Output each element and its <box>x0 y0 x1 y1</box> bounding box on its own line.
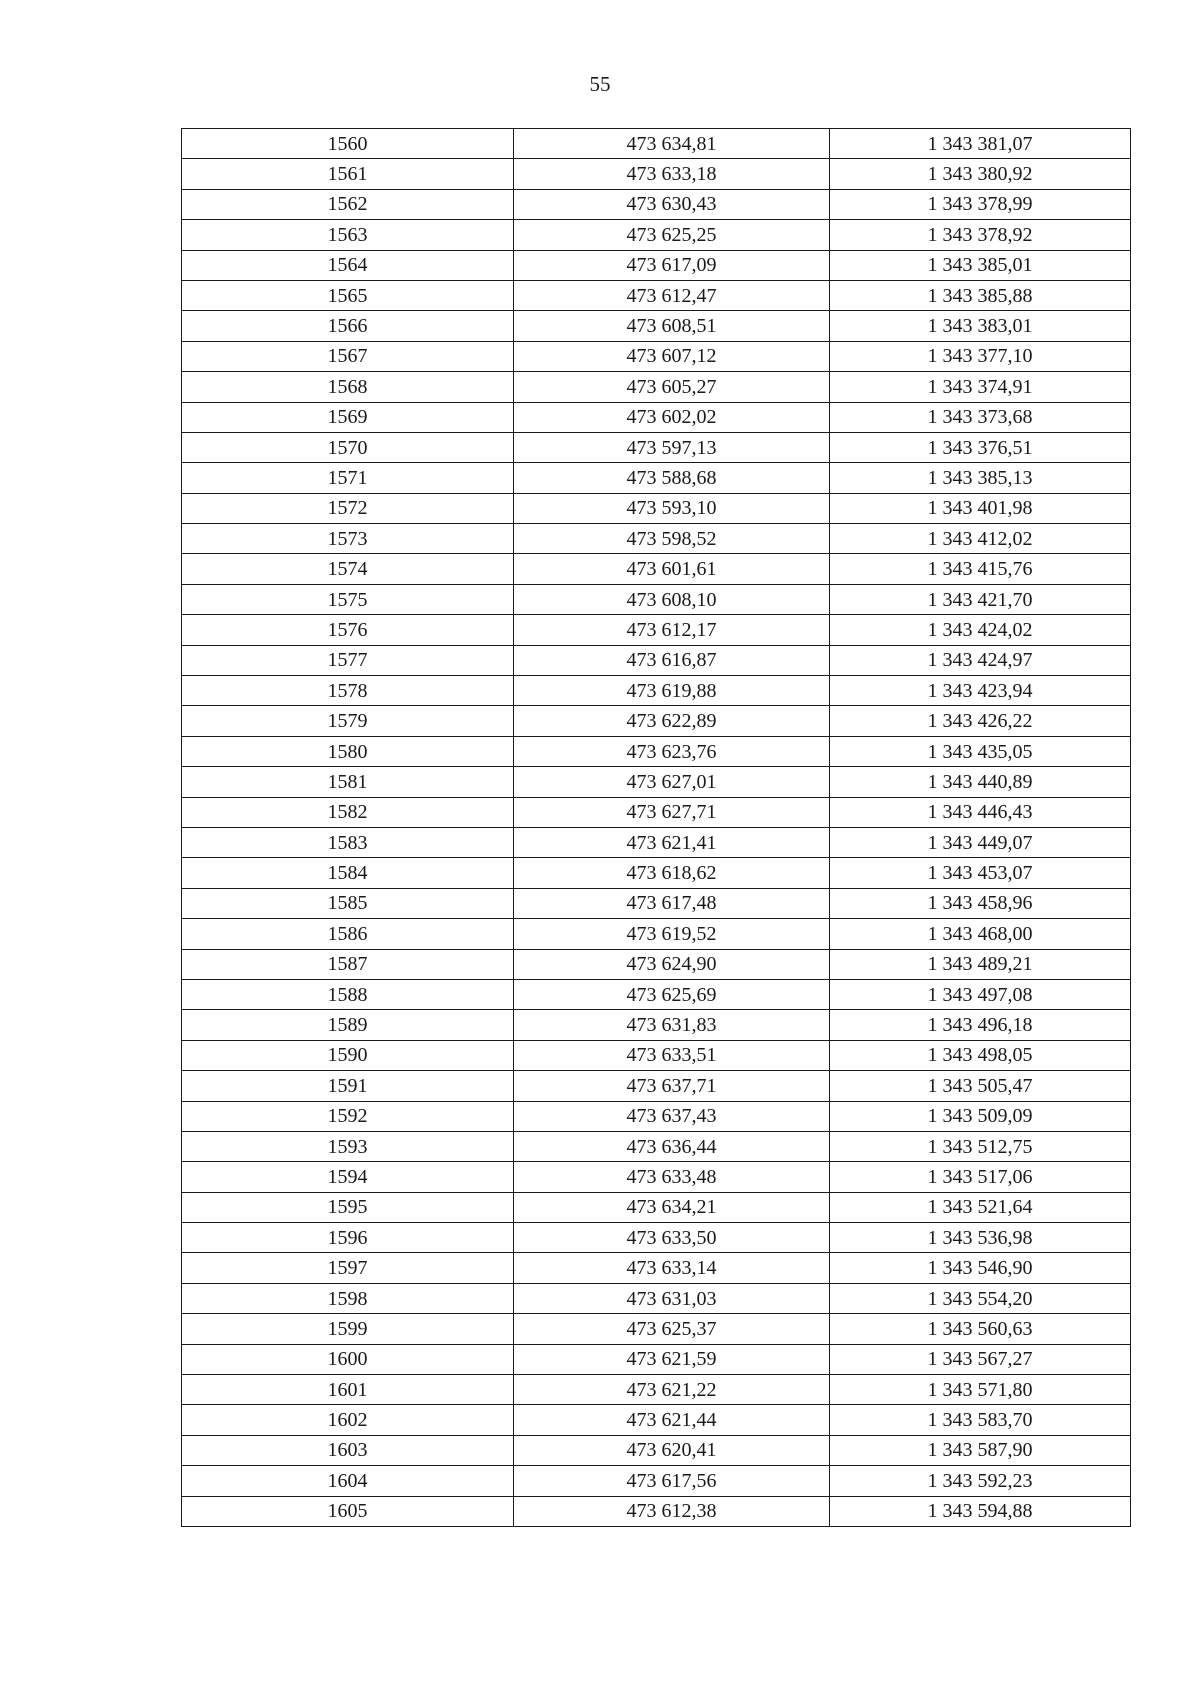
y-coordinate-cell: 1 343 560,63 <box>830 1314 1131 1344</box>
table-row <box>182 584 1131 614</box>
table-row <box>182 827 1131 857</box>
point-number-cell: 1597 <box>182 1253 514 1283</box>
y-coordinate-cell: 1 343 583,70 <box>830 1405 1131 1435</box>
x-coordinate-cell: 473 627,71 <box>514 797 830 827</box>
y-coordinate-cell: 1 343 424,02 <box>830 615 1131 645</box>
table-row <box>182 189 1131 219</box>
table-row <box>182 1496 1131 1526</box>
x-coordinate-cell: 473 607,12 <box>514 341 830 371</box>
point-number-cell: 1580 <box>182 736 514 766</box>
point-number-cell: 1596 <box>182 1223 514 1253</box>
x-coordinate-cell: 473 601,61 <box>514 554 830 584</box>
y-coordinate-cell: 1 343 498,05 <box>830 1040 1131 1070</box>
y-coordinate-cell: 1 343 385,88 <box>830 280 1131 310</box>
table-row <box>182 1101 1131 1131</box>
y-coordinate-cell: 1 343 496,18 <box>830 1010 1131 1040</box>
x-coordinate-cell: 473 598,52 <box>514 524 830 554</box>
table-row <box>182 676 1131 706</box>
x-coordinate-cell: 473 620,41 <box>514 1435 830 1465</box>
y-coordinate-cell: 1 343 374,91 <box>830 372 1131 402</box>
x-coordinate-cell: 473 633,48 <box>514 1162 830 1192</box>
y-coordinate-cell: 1 343 449,07 <box>830 827 1131 857</box>
y-coordinate-cell: 1 343 377,10 <box>830 341 1131 371</box>
y-coordinate-cell: 1 343 373,68 <box>830 402 1131 432</box>
table-row <box>182 1405 1131 1435</box>
x-coordinate-cell: 473 621,41 <box>514 827 830 857</box>
point-number-cell: 1579 <box>182 706 514 736</box>
y-coordinate-cell: 1 343 446,43 <box>830 797 1131 827</box>
coordinates-table <box>181 128 1131 1527</box>
x-coordinate-cell: 473 616,87 <box>514 645 830 675</box>
table-row <box>182 1283 1131 1313</box>
table-row <box>182 372 1131 402</box>
x-coordinate-cell: 473 619,52 <box>514 919 830 949</box>
y-coordinate-cell: 1 343 587,90 <box>830 1435 1131 1465</box>
point-number-cell: 1591 <box>182 1071 514 1101</box>
y-coordinate-cell: 1 343 517,06 <box>830 1162 1131 1192</box>
point-number-cell: 1593 <box>182 1131 514 1161</box>
y-coordinate-cell: 1 343 376,51 <box>830 432 1131 462</box>
y-coordinate-cell: 1 343 381,07 <box>830 129 1131 159</box>
y-coordinate-cell: 1 343 505,47 <box>830 1071 1131 1101</box>
y-coordinate-cell: 1 343 378,92 <box>830 220 1131 250</box>
point-number-cell: 1601 <box>182 1375 514 1405</box>
y-coordinate-cell: 1 343 521,64 <box>830 1192 1131 1222</box>
x-coordinate-cell: 473 631,03 <box>514 1283 830 1313</box>
x-coordinate-cell: 473 627,01 <box>514 767 830 797</box>
table-row <box>182 1253 1131 1283</box>
x-coordinate-cell: 473 621,59 <box>514 1344 830 1374</box>
point-number-cell: 1568 <box>182 372 514 402</box>
y-coordinate-cell: 1 343 415,76 <box>830 554 1131 584</box>
table-row <box>182 1314 1131 1344</box>
y-coordinate-cell: 1 343 509,09 <box>830 1101 1131 1131</box>
y-coordinate-cell: 1 343 567,27 <box>830 1344 1131 1374</box>
table-row <box>182 402 1131 432</box>
point-number-cell: 1576 <box>182 615 514 645</box>
table-row <box>182 493 1131 523</box>
x-coordinate-cell: 473 621,22 <box>514 1375 830 1405</box>
x-coordinate-cell: 473 622,89 <box>514 706 830 736</box>
table-row <box>182 1223 1131 1253</box>
y-coordinate-cell: 1 343 385,01 <box>830 250 1131 280</box>
point-number-cell: 1587 <box>182 949 514 979</box>
point-number-cell: 1560 <box>182 129 514 159</box>
x-coordinate-cell: 473 612,17 <box>514 615 830 645</box>
y-coordinate-cell: 1 343 453,07 <box>830 858 1131 888</box>
y-coordinate-cell: 1 343 380,92 <box>830 159 1131 189</box>
x-coordinate-cell: 473 621,44 <box>514 1405 830 1435</box>
table-row <box>182 1192 1131 1222</box>
point-number-cell: 1571 <box>182 463 514 493</box>
x-coordinate-cell: 473 636,44 <box>514 1131 830 1161</box>
y-coordinate-cell: 1 343 571,80 <box>830 1375 1131 1405</box>
table-row <box>182 615 1131 645</box>
table-row <box>182 1375 1131 1405</box>
x-coordinate-cell: 473 605,27 <box>514 372 830 402</box>
point-number-cell: 1565 <box>182 280 514 310</box>
table-row <box>182 250 1131 280</box>
x-coordinate-cell: 473 588,68 <box>514 463 830 493</box>
table-row <box>182 1010 1131 1040</box>
table-row <box>182 129 1131 159</box>
table-row <box>182 1071 1131 1101</box>
table-row <box>182 159 1131 189</box>
x-coordinate-cell: 473 618,62 <box>514 858 830 888</box>
y-coordinate-cell: 1 343 435,05 <box>830 736 1131 766</box>
x-coordinate-cell: 473 633,50 <box>514 1223 830 1253</box>
x-coordinate-cell: 473 631,83 <box>514 1010 830 1040</box>
table-row <box>182 645 1131 675</box>
point-number-cell: 1566 <box>182 311 514 341</box>
table-row <box>182 888 1131 918</box>
y-coordinate-cell: 1 343 412,02 <box>830 524 1131 554</box>
y-coordinate-cell: 1 343 497,08 <box>830 979 1131 1009</box>
y-coordinate-cell: 1 343 554,20 <box>830 1283 1131 1313</box>
point-number-cell: 1577 <box>182 645 514 675</box>
point-number-cell: 1578 <box>182 676 514 706</box>
point-number-cell: 1603 <box>182 1435 514 1465</box>
x-coordinate-cell: 473 634,21 <box>514 1192 830 1222</box>
x-coordinate-cell: 473 623,76 <box>514 736 830 766</box>
table-row <box>182 706 1131 736</box>
table-row <box>182 463 1131 493</box>
point-number-cell: 1600 <box>182 1344 514 1374</box>
table-row <box>182 1162 1131 1192</box>
y-coordinate-cell: 1 343 512,75 <box>830 1131 1131 1161</box>
point-number-cell: 1569 <box>182 402 514 432</box>
point-number-cell: 1588 <box>182 979 514 1009</box>
table-row <box>182 858 1131 888</box>
table-row <box>182 919 1131 949</box>
x-coordinate-cell: 473 634,81 <box>514 129 830 159</box>
table-row <box>182 797 1131 827</box>
x-coordinate-cell: 473 602,02 <box>514 402 830 432</box>
point-number-cell: 1585 <box>182 888 514 918</box>
point-number-cell: 1586 <box>182 919 514 949</box>
y-coordinate-cell: 1 343 468,00 <box>830 919 1131 949</box>
page-number: 55 <box>589 72 611 96</box>
point-number-cell: 1584 <box>182 858 514 888</box>
point-number-cell: 1602 <box>182 1405 514 1435</box>
x-coordinate-cell: 473 608,51 <box>514 311 830 341</box>
y-coordinate-cell: 1 343 458,96 <box>830 888 1131 918</box>
point-number-cell: 1589 <box>182 1010 514 1040</box>
x-coordinate-cell: 473 637,71 <box>514 1071 830 1101</box>
x-coordinate-cell: 473 619,88 <box>514 676 830 706</box>
y-coordinate-cell: 1 343 592,23 <box>830 1466 1131 1496</box>
y-coordinate-cell: 1 343 385,13 <box>830 463 1131 493</box>
table-row <box>182 220 1131 250</box>
x-coordinate-cell: 473 612,47 <box>514 280 830 310</box>
x-coordinate-cell: 473 617,48 <box>514 888 830 918</box>
x-coordinate-cell: 473 633,51 <box>514 1040 830 1070</box>
point-number-cell: 1594 <box>182 1162 514 1192</box>
y-coordinate-cell: 1 343 536,98 <box>830 1223 1131 1253</box>
point-number-cell: 1572 <box>182 493 514 523</box>
point-number-cell: 1598 <box>182 1283 514 1313</box>
point-number-cell: 1562 <box>182 189 514 219</box>
point-number-cell: 1567 <box>182 341 514 371</box>
x-coordinate-cell: 473 597,13 <box>514 432 830 462</box>
point-number-cell: 1604 <box>182 1466 514 1496</box>
table-row <box>182 1040 1131 1070</box>
point-number-cell: 1570 <box>182 432 514 462</box>
y-coordinate-cell: 1 343 383,01 <box>830 311 1131 341</box>
y-coordinate-cell: 1 343 423,94 <box>830 676 1131 706</box>
y-coordinate-cell: 1 343 594,88 <box>830 1496 1131 1526</box>
y-coordinate-cell: 1 343 426,22 <box>830 706 1131 736</box>
table-row <box>182 280 1131 310</box>
point-number-cell: 1563 <box>182 220 514 250</box>
x-coordinate-cell: 473 608,10 <box>514 584 830 614</box>
table-row <box>182 979 1131 1009</box>
table-row <box>182 949 1131 979</box>
point-number-cell: 1595 <box>182 1192 514 1222</box>
y-coordinate-cell: 1 343 440,89 <box>830 767 1131 797</box>
point-number-cell: 1573 <box>182 524 514 554</box>
y-coordinate-cell: 1 343 489,21 <box>830 949 1131 979</box>
point-number-cell: 1583 <box>182 827 514 857</box>
point-number-cell: 1574 <box>182 554 514 584</box>
point-number-cell: 1561 <box>182 159 514 189</box>
point-number-cell: 1590 <box>182 1040 514 1070</box>
table-row <box>182 341 1131 371</box>
x-coordinate-cell: 473 633,14 <box>514 1253 830 1283</box>
table-row <box>182 1435 1131 1465</box>
x-coordinate-cell: 473 624,90 <box>514 949 830 979</box>
point-number-cell: 1575 <box>182 584 514 614</box>
x-coordinate-cell: 473 633,18 <box>514 159 830 189</box>
y-coordinate-cell: 1 343 378,99 <box>830 189 1131 219</box>
y-coordinate-cell: 1 343 421,70 <box>830 584 1131 614</box>
point-number-cell: 1564 <box>182 250 514 280</box>
table-row <box>182 554 1131 584</box>
table-row <box>182 432 1131 462</box>
y-coordinate-cell: 1 343 401,98 <box>830 493 1131 523</box>
table-row <box>182 311 1131 341</box>
table-row <box>182 1466 1131 1496</box>
table-row <box>182 524 1131 554</box>
coordinates-table-body <box>182 129 1131 1527</box>
x-coordinate-cell: 473 625,37 <box>514 1314 830 1344</box>
point-number-cell: 1582 <box>182 797 514 827</box>
table-row <box>182 1131 1131 1161</box>
point-number-cell: 1599 <box>182 1314 514 1344</box>
x-coordinate-cell: 473 637,43 <box>514 1101 830 1131</box>
table-row <box>182 767 1131 797</box>
x-coordinate-cell: 473 593,10 <box>514 493 830 523</box>
x-coordinate-cell: 473 612,38 <box>514 1496 830 1526</box>
table-row <box>182 1344 1131 1374</box>
x-coordinate-cell: 473 630,43 <box>514 189 830 219</box>
y-coordinate-cell: 1 343 546,90 <box>830 1253 1131 1283</box>
point-number-cell: 1581 <box>182 767 514 797</box>
table-row <box>182 736 1131 766</box>
x-coordinate-cell: 473 625,69 <box>514 979 830 1009</box>
point-number-cell: 1605 <box>182 1496 514 1526</box>
point-number-cell: 1592 <box>182 1101 514 1131</box>
y-coordinate-cell: 1 343 424,97 <box>830 645 1131 675</box>
x-coordinate-cell: 473 617,09 <box>514 250 830 280</box>
x-coordinate-cell: 473 625,25 <box>514 220 830 250</box>
x-coordinate-cell: 473 617,56 <box>514 1466 830 1496</box>
